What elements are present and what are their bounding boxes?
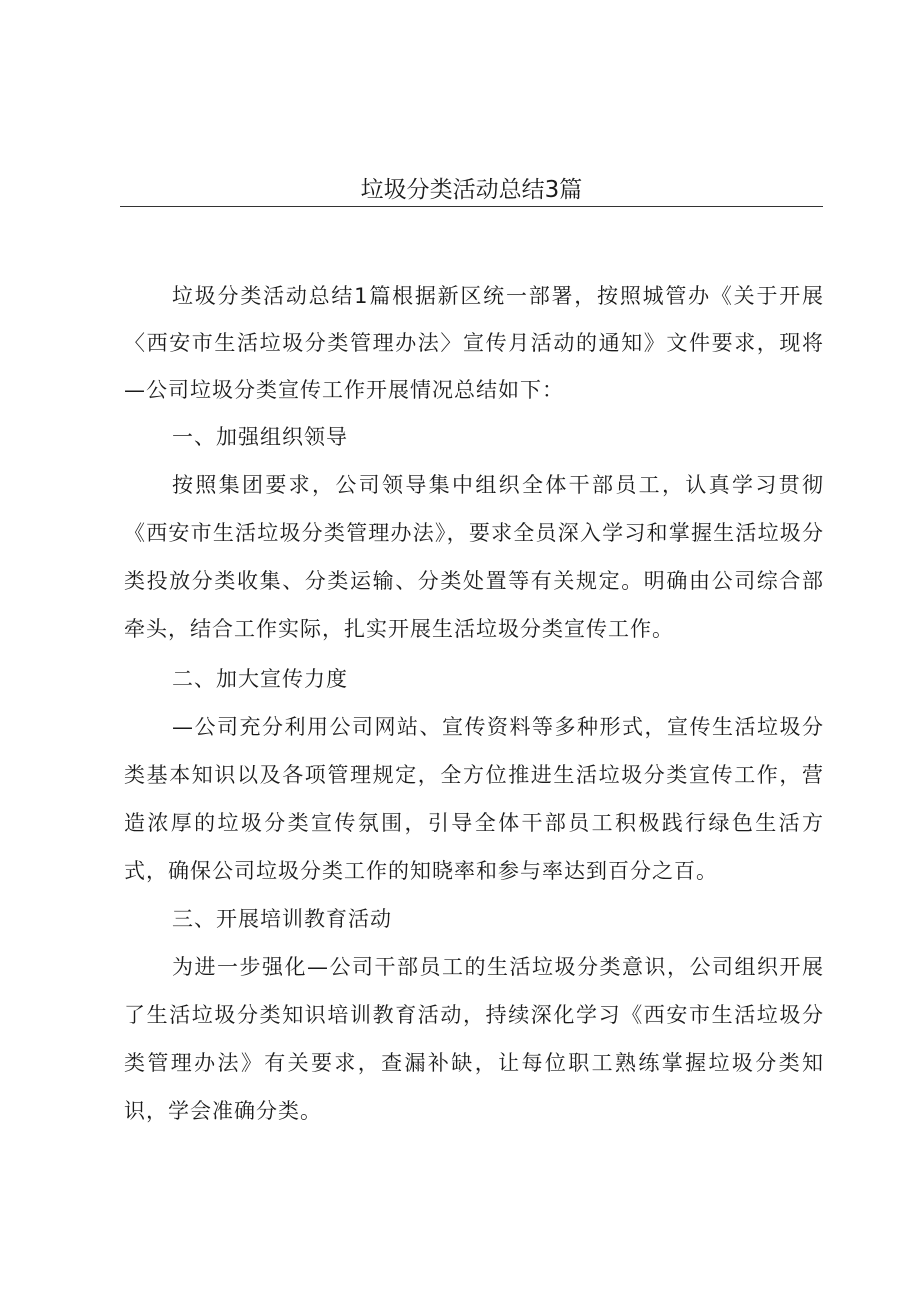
section-3 — [124, 895, 824, 1135]
title-underline — [120, 206, 823, 207]
section-paragraph: 为进一步强化—公司干部员工的生活垃圾分类意识，公司组织开展了生活垃圾分类知识培训教育活动，持续深化学习《西安市生活垃圾分类管理办法》有关要求，查漏补缺，让每位职工熟练掌握垃圾分类知识，学会准确分类。 — [124, 955, 824, 1123]
intro-paragraph: 垃圾分类活动总结1篇根据新区统一部署，按照城管办《关于开展〈西安市生活垃圾分类管理办法〉宣传月活动的通知》文件要求，现将—公司垃圾分类宣传工作开展情况总结如下： — [124, 284, 824, 402]
page-title: 垃圾分类活动总结3篇 — [360, 177, 583, 203]
section-paragraph: 按照集团要求，公司领导集中组织全体干部员工，认真学习贯彻《西安市生活垃圾分类管理办法》，要求全员深入学习和掌握生活垃圾分类投放分类收集、分类运输、分类处置等有关规定。明确由公司综合部牵头，结合工作实际，扎实开展生活垃圾分类宣传工作。 — [124, 473, 824, 641]
section-heading: 三、开展培训教育活动 — [172, 907, 392, 931]
section-1 — [124, 413, 824, 653]
section-heading: 一、加强组织领导 — [172, 425, 348, 449]
section-paragraph: —公司充分利用公司网站、宣传资料等多种形式，宣传生活垃圾分类基本知识以及各项管理规定，全方位推进生活垃圾分类宣传工作，营造浓厚的垃圾分类宣传氛围，引导全体干部员工积极践行绿色生活方式，确保公司垃圾分类工作的知晓率和参与率达到百分之百。 — [124, 715, 824, 883]
intro-block — [124, 273, 824, 414]
section-heading: 二、加大宣传力度 — [172, 667, 348, 691]
section-2 — [124, 655, 824, 895]
